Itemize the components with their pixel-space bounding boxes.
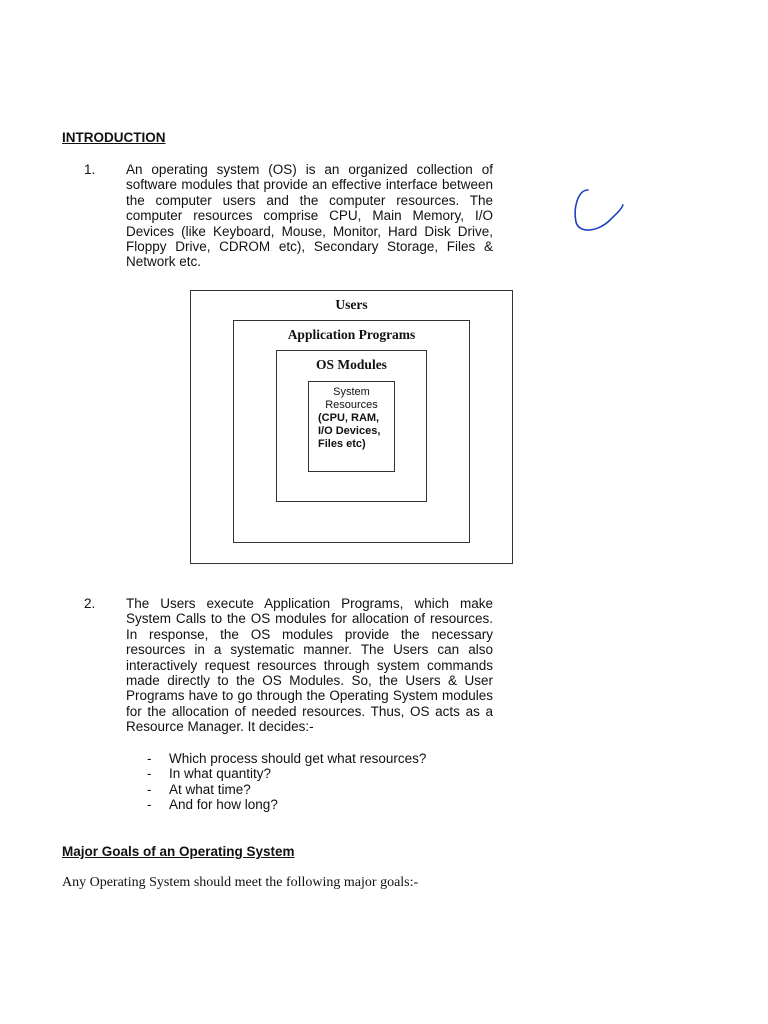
diagram-resources-line1: System: [333, 386, 370, 398]
diagram-resources-line4: I/O Devices,: [318, 425, 381, 437]
diagram-resources-line3: (CPU, RAM,: [318, 412, 380, 424]
item-text-2: The Users execute Application Programs, which make System Calls to the OS modules for allocation of resources. In response, the OS modules provide the necessary resources in a systematic manner. The Users can also interactively request resources through system commands made directly to the OS Modules. So, the Users & User Programs have to go through the Operating System modules for the allocation of needed resources. Thus, OS acts as a Resource Manager. It decides:-: [126, 596, 493, 735]
diagram-resources-box: [308, 381, 395, 472]
diagram-users-label: Users: [335, 297, 368, 312]
item-number-1: 1.: [84, 162, 96, 177]
diagram-resources-line5: Files etc): [318, 438, 366, 450]
diagram-resources-line2: Resources: [325, 399, 378, 411]
goals-intro-text: Any Operating System should meet the following major goals:-: [62, 875, 419, 890]
goals-heading: Major Goals of an Operating System: [62, 844, 295, 859]
item-text-1: An operating system (OS) is an organized collection of software modules that provide an effective interface between the computer users and the computer resources. The computer resources comprise CPU, Main Memory, I/O Devices (like Keyboard, Mouse, Monitor, Hard Disk Drive, Floppy Drive, CDROM etc), Secondary Storage, Files & Network etc.: [126, 162, 493, 270]
diagram-apps-label: Application Programs: [287, 327, 416, 342]
item-number-2: 2.: [84, 596, 96, 611]
diagram-os-label: OS Modules: [316, 357, 387, 372]
introduction-heading: INTRODUCTION: [62, 130, 166, 145]
pen-annotation-icon: [560, 160, 640, 240]
